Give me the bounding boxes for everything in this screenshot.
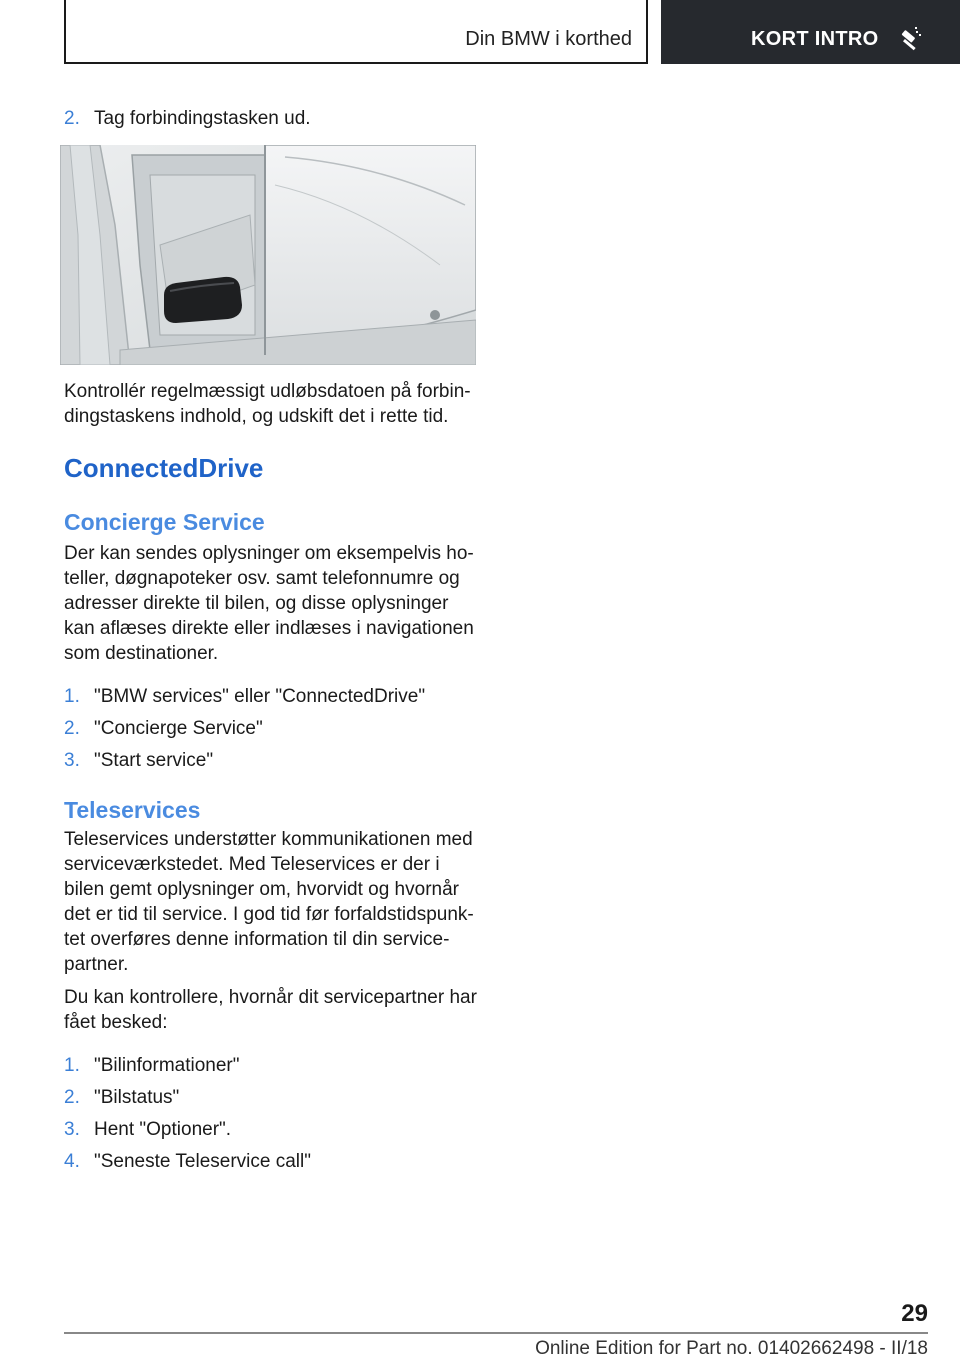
- footer-divider: [64, 1332, 928, 1334]
- concierge-text: Der kan sendes oplysninger om eksempelvis ho-teller, døgnapoteker osv. samt telefonnumre og adresser direkte til bilen, og disse oplysninger kan aflæses direkte eller indlæses i navigationen som destinationer.: [64, 543, 474, 664]
- intro-step: [64, 106, 480, 131]
- step-number: 1.: [64, 686, 80, 707]
- teleservices-check-text: Du kan kontrollere, hvornår dit servicepartner har fået besked:: [64, 987, 477, 1033]
- concierge-title: Concierge Service: [64, 509, 265, 535]
- trunk-illustration: [60, 145, 476, 365]
- step-number: 2.: [64, 108, 80, 129]
- footer-edition: Online Edition for Part no. 01402662498 - II/18: [535, 1338, 928, 1359]
- teleservices-steps: [64, 1053, 480, 1174]
- teleservices-text: Teleservices understøtter kommunikationen med serviceværkstedet. Med Teleservices er der i bilen gemt oplysninger om, hvorvidt og hvornår det er tid til service. I god tid før forfaldstidspunk-tet overføres denne information til din service-partner.: [64, 829, 474, 975]
- step-number: 1.: [64, 1055, 80, 1076]
- step-number: 2.: [64, 1087, 80, 1108]
- section-connecteddrive: [64, 452, 480, 484]
- step-number: 3.: [64, 750, 80, 771]
- list-item: [64, 1117, 480, 1142]
- first-aid-bag-in-trunk-image: [60, 145, 476, 365]
- step-text: "Concierge Service": [94, 718, 263, 739]
- list-item: [64, 1085, 480, 1110]
- list-item: [64, 1053, 480, 1078]
- header-chapter-box: [661, 0, 960, 64]
- header-chapter-title: KORT INTRO: [751, 28, 879, 50]
- step-number: 3.: [64, 1119, 80, 1140]
- hammer-icon: [897, 27, 923, 53]
- section-title: ConnectedDrive: [64, 453, 264, 483]
- step-number: 4.: [64, 1151, 80, 1172]
- step-text: "Start service": [94, 750, 214, 771]
- list-item: [64, 716, 480, 741]
- step-text: "Bilinformationer": [94, 1055, 240, 1076]
- step-text: Tag forbindingstasken ud.: [94, 108, 311, 129]
- list-item: [64, 106, 480, 131]
- concierge-service: [64, 507, 480, 773]
- teleservices-title: Teleservices: [64, 797, 201, 823]
- concierge-steps: [64, 684, 480, 773]
- caption-text: Kontrollér regelmæssigt udløbsdatoen på forbin-dingstaskens indhold, og udskift det i rette tid.: [64, 381, 471, 427]
- header-section-box: [64, 0, 648, 64]
- header-section-title: Din BMW i korthed: [465, 28, 632, 50]
- figure-caption: [64, 379, 480, 429]
- list-item: [64, 684, 480, 709]
- teleservices: [64, 795, 480, 1174]
- step-text: "Seneste Teleservice call": [94, 1151, 311, 1172]
- step-number: 2.: [64, 718, 80, 739]
- list-item: [64, 748, 480, 773]
- page-number: 29: [901, 1300, 928, 1327]
- step-text: "BMW services" eller "ConnectedDrive": [94, 686, 426, 707]
- step-text: "Bilstatus": [94, 1087, 180, 1108]
- list-item: [64, 1149, 480, 1174]
- step-text: Hent "Optioner".: [94, 1119, 232, 1140]
